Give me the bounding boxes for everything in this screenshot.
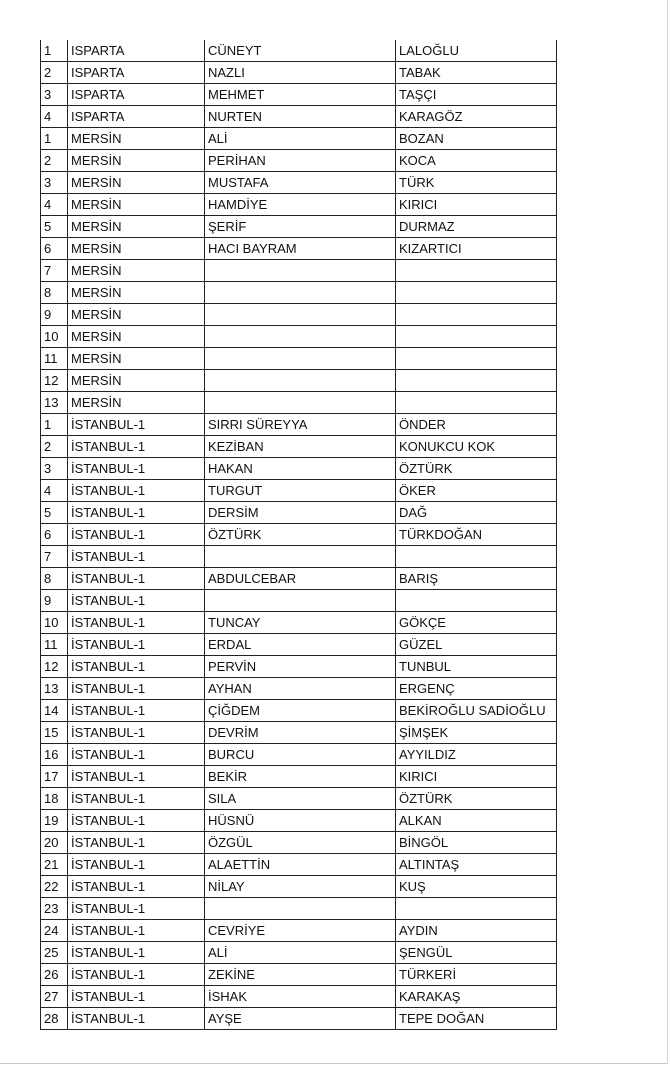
table-row xyxy=(41,810,557,832)
table-row xyxy=(41,260,557,282)
first-name-cell: NURTEN xyxy=(205,106,396,128)
last-name-cell: TAŞÇI xyxy=(396,84,557,106)
province-cell: İSTANBUL-1 xyxy=(68,964,205,986)
table-row xyxy=(41,634,557,656)
row-number-cell: 3 xyxy=(41,84,68,106)
last-name-cell: BİNGÖL xyxy=(396,832,557,854)
first-name-cell: HAMDİYE xyxy=(205,194,396,216)
first-name-cell: TUNCAY xyxy=(205,612,396,634)
last-name-cell: KARAGÖZ xyxy=(396,106,557,128)
table-row xyxy=(41,150,557,172)
province-cell: MERSİN xyxy=(68,194,205,216)
first-name-cell: MUSTAFA xyxy=(205,172,396,194)
last-name-cell: DAĞ xyxy=(396,502,557,524)
first-name-cell: NİLAY xyxy=(205,876,396,898)
province-cell: İSTANBUL-1 xyxy=(68,656,205,678)
province-cell: İSTANBUL-1 xyxy=(68,612,205,634)
first-name-cell: MEHMET xyxy=(205,84,396,106)
last-name-cell xyxy=(396,370,557,392)
last-name-cell: TEPE DOĞAN xyxy=(396,1008,557,1030)
row-number-cell: 6 xyxy=(41,238,68,260)
row-number-cell: 15 xyxy=(41,722,68,744)
table-row xyxy=(41,414,557,436)
row-number-cell: 14 xyxy=(41,700,68,722)
last-name-cell: ÖKER xyxy=(396,480,557,502)
row-number-cell: 2 xyxy=(41,150,68,172)
first-name-cell: ŞERİF xyxy=(205,216,396,238)
row-number-cell: 3 xyxy=(41,458,68,480)
row-number-cell: 11 xyxy=(41,348,68,370)
last-name-cell: KIRICI xyxy=(396,766,557,788)
province-cell: ISPARTA xyxy=(68,106,205,128)
last-name-cell: TÜRKDOĞAN xyxy=(396,524,557,546)
last-name-cell: TÜRK xyxy=(396,172,557,194)
row-number-cell: 5 xyxy=(41,216,68,238)
province-cell: İSTANBUL-1 xyxy=(68,678,205,700)
province-cell: İSTANBUL-1 xyxy=(68,1008,205,1030)
table-row xyxy=(41,106,557,128)
province-cell: MERSİN xyxy=(68,282,205,304)
first-name-cell xyxy=(205,590,396,612)
province-cell: İSTANBUL-1 xyxy=(68,766,205,788)
province-cell: İSTANBUL-1 xyxy=(68,898,205,920)
province-cell: MERSİN xyxy=(68,238,205,260)
table-row xyxy=(41,964,557,986)
first-name-cell: ZEKİNE xyxy=(205,964,396,986)
table-row xyxy=(41,854,557,876)
province-cell: MERSİN xyxy=(68,326,205,348)
table-row xyxy=(41,832,557,854)
row-number-cell: 11 xyxy=(41,634,68,656)
candidate-table-body xyxy=(41,40,557,1030)
last-name-cell xyxy=(396,348,557,370)
last-name-cell: BEKİROĞLU SADİOĞLU xyxy=(396,700,557,722)
first-name-cell xyxy=(205,260,396,282)
first-name-cell xyxy=(205,392,396,414)
last-name-cell: KUŞ xyxy=(396,876,557,898)
province-cell: İSTANBUL-1 xyxy=(68,942,205,964)
row-number-cell: 10 xyxy=(41,326,68,348)
first-name-cell: ALİ xyxy=(205,942,396,964)
province-cell: İSTANBUL-1 xyxy=(68,700,205,722)
first-name-cell: HAKAN xyxy=(205,458,396,480)
province-cell: İSTANBUL-1 xyxy=(68,590,205,612)
table-row xyxy=(41,656,557,678)
province-cell: İSTANBUL-1 xyxy=(68,634,205,656)
first-name-cell xyxy=(205,326,396,348)
last-name-cell: KARAKAŞ xyxy=(396,986,557,1008)
last-name-cell: ALTINTAŞ xyxy=(396,854,557,876)
table-row xyxy=(41,590,557,612)
last-name-cell: KIZARTICI xyxy=(396,238,557,260)
province-cell: ISPARTA xyxy=(68,84,205,106)
first-name-cell: DEVRİM xyxy=(205,722,396,744)
table-row xyxy=(41,766,557,788)
last-name-cell: ŞENGÜL xyxy=(396,942,557,964)
row-number-cell: 2 xyxy=(41,436,68,458)
first-name-cell: SILA xyxy=(205,788,396,810)
province-cell: İSTANBUL-1 xyxy=(68,546,205,568)
table-row xyxy=(41,986,557,1008)
province-cell: MERSİN xyxy=(68,150,205,172)
first-name-cell: ÇİĞDEM xyxy=(205,700,396,722)
province-cell: İSTANBUL-1 xyxy=(68,832,205,854)
table-row xyxy=(41,370,557,392)
first-name-cell: İSHAK xyxy=(205,986,396,1008)
table-row xyxy=(41,84,557,106)
province-cell: MERSİN xyxy=(68,216,205,238)
last-name-cell: ŞİMŞEK xyxy=(396,722,557,744)
province-cell: İSTANBUL-1 xyxy=(68,458,205,480)
last-name-cell: ÖZTÜRK xyxy=(396,458,557,480)
last-name-cell xyxy=(396,282,557,304)
table-row xyxy=(41,898,557,920)
first-name-cell: TURGUT xyxy=(205,480,396,502)
first-name-cell: AYŞE xyxy=(205,1008,396,1030)
row-number-cell: 1 xyxy=(41,40,68,62)
province-cell: İSTANBUL-1 xyxy=(68,986,205,1008)
candidate-table xyxy=(40,40,557,1030)
first-name-cell xyxy=(205,546,396,568)
table-row xyxy=(41,502,557,524)
row-number-cell: 12 xyxy=(41,656,68,678)
row-number-cell: 21 xyxy=(41,854,68,876)
table-row xyxy=(41,62,557,84)
province-cell: MERSİN xyxy=(68,128,205,150)
last-name-cell: BARIŞ xyxy=(396,568,557,590)
row-number-cell: 10 xyxy=(41,612,68,634)
table-row xyxy=(41,876,557,898)
row-number-cell: 19 xyxy=(41,810,68,832)
province-cell: İSTANBUL-1 xyxy=(68,788,205,810)
first-name-cell: ALAETTİN xyxy=(205,854,396,876)
first-name-cell: NAZLI xyxy=(205,62,396,84)
province-cell: İSTANBUL-1 xyxy=(68,920,205,942)
table-row xyxy=(41,128,557,150)
last-name-cell: AYYILDIZ xyxy=(396,744,557,766)
row-number-cell: 5 xyxy=(41,502,68,524)
row-number-cell: 1 xyxy=(41,128,68,150)
table-row xyxy=(41,326,557,348)
row-number-cell: 12 xyxy=(41,370,68,392)
last-name-cell: ERGENÇ xyxy=(396,678,557,700)
province-cell: İSTANBUL-1 xyxy=(68,722,205,744)
table-row xyxy=(41,238,557,260)
last-name-cell xyxy=(396,546,557,568)
last-name-cell: GÖKÇE xyxy=(396,612,557,634)
table-row xyxy=(41,216,557,238)
row-number-cell: 22 xyxy=(41,876,68,898)
last-name-cell xyxy=(396,392,557,414)
table-row xyxy=(41,788,557,810)
row-number-cell: 20 xyxy=(41,832,68,854)
row-number-cell: 24 xyxy=(41,920,68,942)
first-name-cell: PERVİN xyxy=(205,656,396,678)
province-cell: İSTANBUL-1 xyxy=(68,810,205,832)
province-cell: MERSİN xyxy=(68,172,205,194)
last-name-cell: AYDIN xyxy=(396,920,557,942)
table-row xyxy=(41,722,557,744)
last-name-cell: TÜRKERİ xyxy=(396,964,557,986)
row-number-cell: 18 xyxy=(41,788,68,810)
last-name-cell: KIRICI xyxy=(396,194,557,216)
first-name-cell: HÜSNÜ xyxy=(205,810,396,832)
last-name-cell: GÜZEL xyxy=(396,634,557,656)
last-name-cell: ÖZTÜRK xyxy=(396,788,557,810)
row-number-cell: 9 xyxy=(41,304,68,326)
first-name-cell: ÖZGÜL xyxy=(205,832,396,854)
province-cell: İSTANBUL-1 xyxy=(68,568,205,590)
table-row xyxy=(41,700,557,722)
table-row xyxy=(41,282,557,304)
province-cell: İSTANBUL-1 xyxy=(68,502,205,524)
table-row xyxy=(41,40,557,62)
last-name-cell: TABAK xyxy=(396,62,557,84)
table-row xyxy=(41,524,557,546)
row-number-cell: 7 xyxy=(41,546,68,568)
last-name-cell: TUNBUL xyxy=(396,656,557,678)
province-cell: ISPARTA xyxy=(68,40,205,62)
table-row xyxy=(41,1008,557,1030)
row-number-cell: 4 xyxy=(41,480,68,502)
row-number-cell: 23 xyxy=(41,898,68,920)
first-name-cell xyxy=(205,898,396,920)
first-name-cell: ÖZTÜRK xyxy=(205,524,396,546)
province-cell: MERSİN xyxy=(68,348,205,370)
first-name-cell: SIRRI SÜREYYA xyxy=(205,414,396,436)
first-name-cell: CEVRİYE xyxy=(205,920,396,942)
table-row xyxy=(41,480,557,502)
row-number-cell: 3 xyxy=(41,172,68,194)
row-number-cell: 17 xyxy=(41,766,68,788)
first-name-cell: CÜNEYT xyxy=(205,40,396,62)
table-row xyxy=(41,744,557,766)
row-number-cell: 8 xyxy=(41,282,68,304)
table-row xyxy=(41,678,557,700)
row-number-cell: 28 xyxy=(41,1008,68,1030)
last-name-cell xyxy=(396,304,557,326)
last-name-cell: ALKAN xyxy=(396,810,557,832)
first-name-cell xyxy=(205,282,396,304)
first-name-cell xyxy=(205,304,396,326)
table-row xyxy=(41,172,557,194)
province-cell: İSTANBUL-1 xyxy=(68,876,205,898)
table-row xyxy=(41,546,557,568)
last-name-cell: ÖNDER xyxy=(396,414,557,436)
province-cell: MERSİN xyxy=(68,260,205,282)
row-number-cell: 27 xyxy=(41,986,68,1008)
table-row xyxy=(41,458,557,480)
first-name-cell: ALİ xyxy=(205,128,396,150)
row-number-cell: 8 xyxy=(41,568,68,590)
first-name-cell: BURCU xyxy=(205,744,396,766)
table-row xyxy=(41,920,557,942)
table-row xyxy=(41,568,557,590)
last-name-cell: KONUKCU KOK xyxy=(396,436,557,458)
row-number-cell: 2 xyxy=(41,62,68,84)
province-cell: İSTANBUL-1 xyxy=(68,854,205,876)
table-row xyxy=(41,942,557,964)
province-cell: İSTANBUL-1 xyxy=(68,436,205,458)
table-row xyxy=(41,612,557,634)
last-name-cell: KOCA xyxy=(396,150,557,172)
table-row xyxy=(41,392,557,414)
first-name-cell: ABDULCEBAR xyxy=(205,568,396,590)
row-number-cell: 7 xyxy=(41,260,68,282)
province-cell: İSTANBUL-1 xyxy=(68,480,205,502)
table-row xyxy=(41,348,557,370)
first-name-cell: DERSİM xyxy=(205,502,396,524)
province-cell: ISPARTA xyxy=(68,62,205,84)
last-name-cell: DURMAZ xyxy=(396,216,557,238)
row-number-cell: 16 xyxy=(41,744,68,766)
last-name-cell xyxy=(396,260,557,282)
table-row xyxy=(41,436,557,458)
row-number-cell: 13 xyxy=(41,678,68,700)
last-name-cell xyxy=(396,326,557,348)
first-name-cell: AYHAN xyxy=(205,678,396,700)
first-name-cell: KEZİBAN xyxy=(205,436,396,458)
first-name-cell xyxy=(205,370,396,392)
table-row xyxy=(41,304,557,326)
last-name-cell xyxy=(396,590,557,612)
first-name-cell xyxy=(205,348,396,370)
province-cell: İSTANBUL-1 xyxy=(68,744,205,766)
row-number-cell: 25 xyxy=(41,942,68,964)
row-number-cell: 26 xyxy=(41,964,68,986)
first-name-cell: PERİHAN xyxy=(205,150,396,172)
table-row xyxy=(41,194,557,216)
row-number-cell: 4 xyxy=(41,106,68,128)
last-name-cell: LALOĞLU xyxy=(396,40,557,62)
row-number-cell: 1 xyxy=(41,414,68,436)
last-name-cell xyxy=(396,898,557,920)
row-number-cell: 4 xyxy=(41,194,68,216)
first-name-cell: HACI BAYRAM xyxy=(205,238,396,260)
row-number-cell: 13 xyxy=(41,392,68,414)
province-cell: MERSİN xyxy=(68,392,205,414)
row-number-cell: 6 xyxy=(41,524,68,546)
first-name-cell: BEKİR xyxy=(205,766,396,788)
province-cell: İSTANBUL-1 xyxy=(68,524,205,546)
province-cell: MERSİN xyxy=(68,304,205,326)
province-cell: İSTANBUL-1 xyxy=(68,414,205,436)
row-number-cell: 9 xyxy=(41,590,68,612)
first-name-cell: ERDAL xyxy=(205,634,396,656)
last-name-cell: BOZAN xyxy=(396,128,557,150)
province-cell: MERSİN xyxy=(68,370,205,392)
